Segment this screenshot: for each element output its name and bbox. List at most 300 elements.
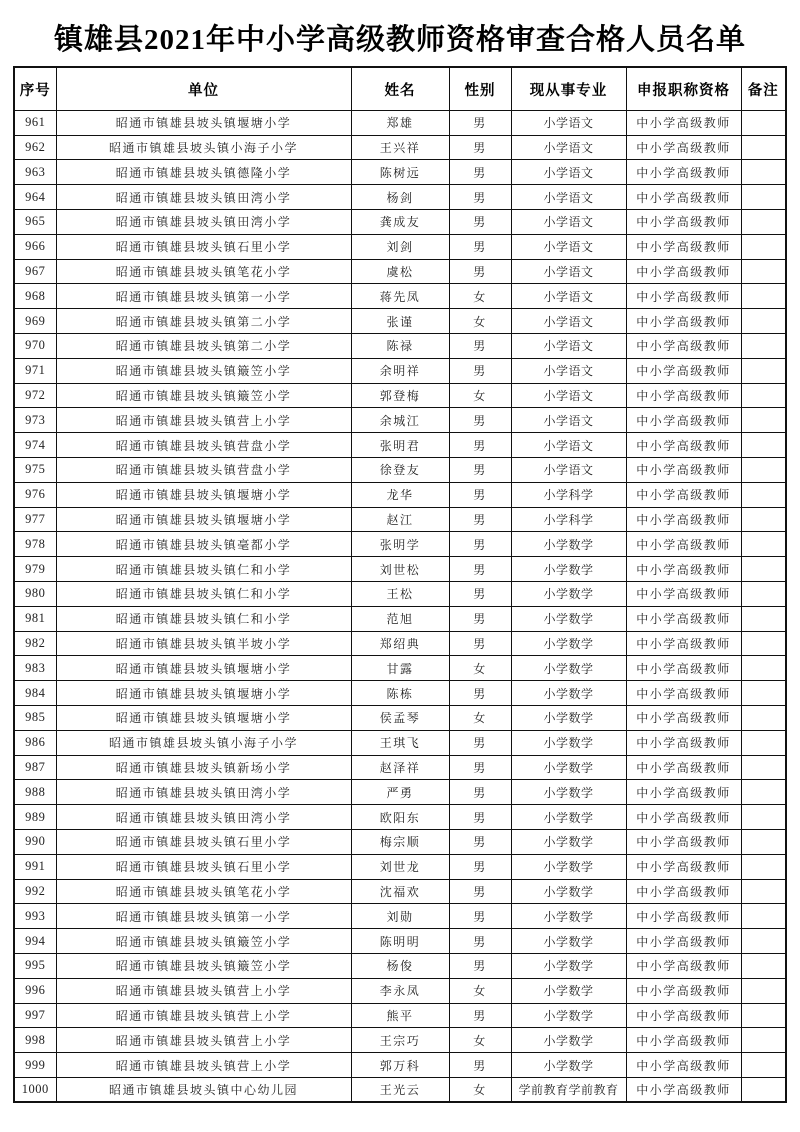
table-row <box>14 284 786 309</box>
cell-remarks <box>741 507 786 532</box>
cell-gender: 男 <box>449 1003 511 1028</box>
cell-seq: 999 <box>14 1053 56 1078</box>
table-row <box>14 1077 786 1102</box>
cell-seq: 982 <box>14 631 56 656</box>
cell-unit: 昭通市镇雄县坡头镇营盘小学 <box>56 433 351 458</box>
cell-title-qual: 中小学高级教师 <box>626 160 741 185</box>
cell-unit: 昭通市镇雄县坡头镇簸笠小学 <box>56 383 351 408</box>
cell-gender: 男 <box>449 259 511 284</box>
cell-title-qual: 中小学高级教师 <box>626 879 741 904</box>
table-row <box>14 507 786 532</box>
cell-unit: 昭通市镇雄县坡头镇笔花小学 <box>56 259 351 284</box>
cell-name: 王光云 <box>351 1077 449 1102</box>
table-row <box>14 1003 786 1028</box>
table-row <box>14 681 786 706</box>
cell-profession: 小学数学 <box>511 780 626 805</box>
cell-title-qual: 中小学高级教师 <box>626 730 741 755</box>
cell-gender: 男 <box>449 334 511 359</box>
cell-unit: 昭通市镇雄县坡头镇堰塘小学 <box>56 507 351 532</box>
table-row <box>14 730 786 755</box>
cell-remarks <box>741 1028 786 1053</box>
cell-name: 欧阳东 <box>351 805 449 830</box>
cell-remarks <box>741 433 786 458</box>
table-row <box>14 978 786 1003</box>
cell-name: 甘露 <box>351 656 449 681</box>
cell-profession: 小学语文 <box>511 458 626 483</box>
cell-profession: 小学语文 <box>511 408 626 433</box>
cell-gender: 男 <box>449 135 511 160</box>
cell-profession: 小学数学 <box>511 606 626 631</box>
cell-remarks <box>741 978 786 1003</box>
cell-seq: 980 <box>14 581 56 606</box>
cell-seq: 962 <box>14 135 56 160</box>
cell-seq: 964 <box>14 185 56 210</box>
cell-title-qual: 中小学高级教师 <box>626 854 741 879</box>
cell-name: 郑绍典 <box>351 631 449 656</box>
cell-seq: 967 <box>14 259 56 284</box>
cell-remarks <box>741 879 786 904</box>
cell-title-qual: 中小学高级教师 <box>626 805 741 830</box>
table-row <box>14 185 786 210</box>
cell-gender: 男 <box>449 829 511 854</box>
cell-seq: 976 <box>14 482 56 507</box>
cell-profession: 小学语文 <box>511 433 626 458</box>
cell-gender: 男 <box>449 631 511 656</box>
cell-unit: 昭通市镇雄县坡头镇半坡小学 <box>56 631 351 656</box>
cell-unit: 昭通市镇雄县坡头镇德隆小学 <box>56 160 351 185</box>
cell-remarks <box>741 334 786 359</box>
cell-title-qual: 中小学高级教师 <box>626 1003 741 1028</box>
cell-remarks <box>741 383 786 408</box>
cell-seq: 994 <box>14 929 56 954</box>
cell-remarks <box>741 606 786 631</box>
cell-seq: 1000 <box>14 1077 56 1102</box>
table-header <box>14 67 786 110</box>
table-row <box>14 135 786 160</box>
cell-remarks <box>741 210 786 235</box>
cell-unit: 昭通市镇雄县坡头镇田湾小学 <box>56 780 351 805</box>
cell-remarks <box>741 234 786 259</box>
cell-profession: 小学语文 <box>511 210 626 235</box>
cell-name: 赵泽祥 <box>351 755 449 780</box>
cell-seq: 997 <box>14 1003 56 1028</box>
cell-title-qual: 中小学高级教师 <box>626 904 741 929</box>
cell-name: 刘剑 <box>351 234 449 259</box>
cell-unit: 昭通市镇雄县坡头镇新场小学 <box>56 755 351 780</box>
cell-gender: 女 <box>449 1028 511 1053</box>
cell-gender: 男 <box>449 532 511 557</box>
cell-name: 龙华 <box>351 482 449 507</box>
cell-title-qual: 中小学高级教师 <box>626 383 741 408</box>
cell-profession: 小学语文 <box>511 135 626 160</box>
table-row <box>14 408 786 433</box>
cell-profession: 小学数学 <box>511 953 626 978</box>
cell-profession: 小学科学 <box>511 507 626 532</box>
cell-title-qual: 中小学高级教师 <box>626 507 741 532</box>
cell-unit: 昭通市镇雄县坡头镇第二小学 <box>56 334 351 359</box>
cell-gender: 女 <box>449 705 511 730</box>
cell-seq: 991 <box>14 854 56 879</box>
cell-name: 龚成友 <box>351 210 449 235</box>
table-row <box>14 1053 786 1078</box>
cell-name: 张明学 <box>351 532 449 557</box>
cell-remarks <box>741 780 786 805</box>
table-row <box>14 1028 786 1053</box>
cell-seq: 979 <box>14 557 56 582</box>
cell-gender: 男 <box>449 904 511 929</box>
cell-name: 陈明明 <box>351 929 449 954</box>
cell-seq: 998 <box>14 1028 56 1053</box>
cell-name: 严勇 <box>351 780 449 805</box>
cell-gender: 男 <box>449 185 511 210</box>
cell-profession: 小学语文 <box>511 358 626 383</box>
cell-title-qual: 中小学高级教师 <box>626 408 741 433</box>
cell-profession: 小学语文 <box>511 110 626 135</box>
cell-unit: 昭通市镇雄县坡头镇田湾小学 <box>56 185 351 210</box>
cell-name: 余城江 <box>351 408 449 433</box>
cell-profession: 小学数学 <box>511 879 626 904</box>
column-header-gender: 性别 <box>449 67 511 110</box>
table-body <box>14 110 786 1102</box>
cell-profession: 小学数学 <box>511 730 626 755</box>
cell-title-qual: 中小学高级教师 <box>626 135 741 160</box>
cell-profession: 小学数学 <box>511 978 626 1003</box>
cell-name: 陈禄 <box>351 334 449 359</box>
cell-name: 刘世龙 <box>351 854 449 879</box>
cell-gender: 男 <box>449 507 511 532</box>
cell-title-qual: 中小学高级教师 <box>626 953 741 978</box>
cell-title-qual: 中小学高级教师 <box>626 185 741 210</box>
cell-title-qual: 中小学高级教师 <box>626 557 741 582</box>
cell-title-qual: 中小学高级教师 <box>626 309 741 334</box>
cell-profession: 小学语文 <box>511 309 626 334</box>
cell-gender: 男 <box>449 160 511 185</box>
cell-seq: 968 <box>14 284 56 309</box>
cell-unit: 昭通市镇雄县坡头镇堰塘小学 <box>56 705 351 730</box>
table-row <box>14 705 786 730</box>
cell-gender: 男 <box>449 1053 511 1078</box>
cell-profession: 小学数学 <box>511 755 626 780</box>
cell-gender: 男 <box>449 358 511 383</box>
cell-profession: 小学语文 <box>511 383 626 408</box>
cell-name: 李永凤 <box>351 978 449 1003</box>
table-row <box>14 383 786 408</box>
cell-gender: 男 <box>449 581 511 606</box>
cell-remarks <box>741 284 786 309</box>
cell-profession: 小学语文 <box>511 185 626 210</box>
cell-remarks <box>741 829 786 854</box>
cell-remarks <box>741 904 786 929</box>
cell-name: 赵江 <box>351 507 449 532</box>
cell-profession: 小学数学 <box>511 805 626 830</box>
cell-name: 杨俊 <box>351 953 449 978</box>
cell-unit: 昭通市镇雄县坡头镇营上小学 <box>56 1028 351 1053</box>
cell-title-qual: 中小学高级教师 <box>626 1028 741 1053</box>
cell-name: 梅宗顺 <box>351 829 449 854</box>
cell-unit: 昭通市镇雄县坡头镇第二小学 <box>56 309 351 334</box>
cell-remarks <box>741 557 786 582</box>
cell-profession: 小学科学 <box>511 482 626 507</box>
cell-seq: 987 <box>14 755 56 780</box>
table-row <box>14 259 786 284</box>
cell-seq: 974 <box>14 433 56 458</box>
table-row <box>14 656 786 681</box>
cell-title-qual: 中小学高级教师 <box>626 259 741 284</box>
table-row <box>14 854 786 879</box>
cell-seq: 969 <box>14 309 56 334</box>
cell-remarks <box>741 110 786 135</box>
cell-seq: 983 <box>14 656 56 681</box>
table-row <box>14 557 786 582</box>
cell-seq: 990 <box>14 829 56 854</box>
cell-title-qual: 中小学高级教师 <box>626 929 741 954</box>
table-row <box>14 532 786 557</box>
table-row <box>14 433 786 458</box>
cell-gender: 女 <box>449 978 511 1003</box>
cell-name: 刘勋 <box>351 904 449 929</box>
table-row <box>14 929 786 954</box>
cell-gender: 男 <box>449 210 511 235</box>
cell-seq: 993 <box>14 904 56 929</box>
cell-seq: 971 <box>14 358 56 383</box>
cell-gender: 男 <box>449 755 511 780</box>
cell-unit: 昭通市镇雄县坡头镇营上小学 <box>56 408 351 433</box>
cell-seq: 985 <box>14 705 56 730</box>
cell-gender: 男 <box>449 681 511 706</box>
cell-gender: 男 <box>449 110 511 135</box>
cell-unit: 昭通市镇雄县坡头镇簸笠小学 <box>56 358 351 383</box>
cell-remarks <box>741 705 786 730</box>
cell-remarks <box>741 458 786 483</box>
cell-remarks <box>741 755 786 780</box>
table-row <box>14 334 786 359</box>
table-row <box>14 482 786 507</box>
table-row <box>14 309 786 334</box>
cell-seq: 972 <box>14 383 56 408</box>
cell-profession: 小学数学 <box>511 829 626 854</box>
cell-name: 郑雄 <box>351 110 449 135</box>
cell-remarks <box>741 358 786 383</box>
cell-unit: 昭通市镇雄县坡头镇第一小学 <box>56 284 351 309</box>
cell-profession: 小学语文 <box>511 234 626 259</box>
cell-title-qual: 中小学高级教师 <box>626 334 741 359</box>
cell-seq: 975 <box>14 458 56 483</box>
table-row <box>14 879 786 904</box>
cell-profession: 小学数学 <box>511 705 626 730</box>
cell-name: 王宗巧 <box>351 1028 449 1053</box>
cell-title-qual: 中小学高级教师 <box>626 234 741 259</box>
cell-remarks <box>741 185 786 210</box>
cell-gender: 女 <box>449 284 511 309</box>
cell-title-qual: 中小学高级教师 <box>626 755 741 780</box>
cell-gender: 男 <box>449 854 511 879</box>
cell-title-qual: 中小学高级教师 <box>626 110 741 135</box>
cell-remarks <box>741 730 786 755</box>
cell-remarks <box>741 854 786 879</box>
cell-name: 张明君 <box>351 433 449 458</box>
cell-name: 沈福欢 <box>351 879 449 904</box>
cell-name: 杨剑 <box>351 185 449 210</box>
table-row <box>14 606 786 631</box>
cell-remarks <box>741 160 786 185</box>
cell-gender: 男 <box>449 730 511 755</box>
cell-gender: 男 <box>449 557 511 582</box>
cell-name: 刘世松 <box>351 557 449 582</box>
cell-title-qual: 中小学高级教师 <box>626 780 741 805</box>
cell-profession: 小学语文 <box>511 160 626 185</box>
cell-remarks <box>741 656 786 681</box>
cell-gender: 男 <box>449 879 511 904</box>
cell-seq: 996 <box>14 978 56 1003</box>
cell-remarks <box>741 1077 786 1102</box>
table-row <box>14 358 786 383</box>
cell-seq: 981 <box>14 606 56 631</box>
cell-seq: 961 <box>14 110 56 135</box>
cell-remarks <box>741 581 786 606</box>
cell-unit: 昭通市镇雄县坡头镇田湾小学 <box>56 805 351 830</box>
qualified-personnel-table <box>13 66 787 1103</box>
cell-gender: 女 <box>449 656 511 681</box>
cell-unit: 昭通市镇雄县坡头镇小海子小学 <box>56 135 351 160</box>
table-row <box>14 904 786 929</box>
cell-gender: 男 <box>449 234 511 259</box>
cell-profession: 小学数学 <box>511 581 626 606</box>
cell-name: 郭万科 <box>351 1053 449 1078</box>
table-row <box>14 581 786 606</box>
cell-remarks <box>741 1003 786 1028</box>
cell-name: 陈树远 <box>351 160 449 185</box>
cell-remarks <box>741 135 786 160</box>
cell-unit: 昭通市镇雄县坡头镇堰塘小学 <box>56 681 351 706</box>
cell-unit: 昭通市镇雄县坡头镇营上小学 <box>56 978 351 1003</box>
column-header-remarks: 备注 <box>741 67 786 110</box>
table-row <box>14 953 786 978</box>
cell-unit: 昭通市镇雄县坡头镇第一小学 <box>56 904 351 929</box>
cell-unit: 昭通市镇雄县坡头镇营上小学 <box>56 1053 351 1078</box>
cell-remarks <box>741 953 786 978</box>
column-header-profession: 现从事专业 <box>511 67 626 110</box>
cell-seq: 973 <box>14 408 56 433</box>
cell-title-qual: 中小学高级教师 <box>626 656 741 681</box>
cell-profession: 小学数学 <box>511 1003 626 1028</box>
cell-seq: 992 <box>14 879 56 904</box>
cell-seq: 986 <box>14 730 56 755</box>
cell-name: 陈栋 <box>351 681 449 706</box>
cell-profession: 小学数学 <box>511 656 626 681</box>
cell-name: 郭登梅 <box>351 383 449 408</box>
cell-gender: 男 <box>449 953 511 978</box>
table-row <box>14 829 786 854</box>
cell-title-qual: 中小学高级教师 <box>626 581 741 606</box>
cell-profession: 学前教育学前教育 <box>511 1077 626 1102</box>
cell-name: 范旭 <box>351 606 449 631</box>
cell-unit: 昭通市镇雄县坡头镇毫都小学 <box>56 532 351 557</box>
table-row <box>14 755 786 780</box>
cell-title-qual: 中小学高级教师 <box>626 358 741 383</box>
cell-profession: 小学语文 <box>511 334 626 359</box>
cell-unit: 昭通市镇雄县坡头镇仁和小学 <box>56 581 351 606</box>
cell-gender: 女 <box>449 1077 511 1102</box>
cell-remarks <box>741 631 786 656</box>
cell-title-qual: 中小学高级教师 <box>626 458 741 483</box>
cell-name: 王兴祥 <box>351 135 449 160</box>
cell-unit: 昭通市镇雄县坡头镇仁和小学 <box>56 606 351 631</box>
column-header-name: 姓名 <box>351 67 449 110</box>
cell-name: 虞松 <box>351 259 449 284</box>
cell-unit: 昭通市镇雄县坡头镇堰塘小学 <box>56 656 351 681</box>
cell-unit: 昭通市镇雄县坡头镇营盘小学 <box>56 458 351 483</box>
cell-remarks <box>741 805 786 830</box>
page-title: 镇雄县2021年中小学高级教师资格审查合格人员名单 <box>53 24 746 56</box>
cell-seq: 984 <box>14 681 56 706</box>
table-row <box>14 160 786 185</box>
table-row <box>14 631 786 656</box>
cell-unit: 昭通市镇雄县坡头镇田湾小学 <box>56 210 351 235</box>
cell-gender: 男 <box>449 433 511 458</box>
cell-profession: 小学数学 <box>511 1053 626 1078</box>
cell-unit: 昭通市镇雄县坡头镇石里小学 <box>56 829 351 854</box>
cell-gender: 男 <box>449 458 511 483</box>
cell-remarks <box>741 532 786 557</box>
cell-name: 王琪飞 <box>351 730 449 755</box>
cell-seq: 978 <box>14 532 56 557</box>
table-row <box>14 780 786 805</box>
cell-seq: 963 <box>14 160 56 185</box>
cell-profession: 小学语文 <box>511 284 626 309</box>
cell-seq: 970 <box>14 334 56 359</box>
cell-name: 侯孟琴 <box>351 705 449 730</box>
cell-name: 王松 <box>351 581 449 606</box>
table-row <box>14 805 786 830</box>
cell-gender: 女 <box>449 383 511 408</box>
cell-name: 徐登友 <box>351 458 449 483</box>
cell-name: 熊平 <box>351 1003 449 1028</box>
cell-gender: 男 <box>449 929 511 954</box>
cell-title-qual: 中小学高级教师 <box>626 433 741 458</box>
cell-title-qual: 中小学高级教师 <box>626 631 741 656</box>
cell-name: 张谨 <box>351 309 449 334</box>
cell-remarks <box>741 408 786 433</box>
cell-profession: 小学数学 <box>511 929 626 954</box>
cell-title-qual: 中小学高级教师 <box>626 482 741 507</box>
cell-unit: 昭通市镇雄县坡头镇笔花小学 <box>56 879 351 904</box>
cell-unit: 昭通市镇雄县坡头镇堰塘小学 <box>56 482 351 507</box>
cell-seq: 966 <box>14 234 56 259</box>
table-row <box>14 234 786 259</box>
header-row <box>14 67 786 110</box>
cell-remarks <box>741 1053 786 1078</box>
cell-remarks <box>741 309 786 334</box>
cell-unit: 昭通市镇雄县坡头镇簸笠小学 <box>56 953 351 978</box>
cell-profession: 小学数学 <box>511 854 626 879</box>
cell-unit: 昭通市镇雄县坡头镇簸笠小学 <box>56 929 351 954</box>
cell-profession: 小学数学 <box>511 631 626 656</box>
cell-profession: 小学数学 <box>511 904 626 929</box>
cell-title-qual: 中小学高级教师 <box>626 1077 741 1102</box>
cell-remarks <box>741 259 786 284</box>
cell-seq: 965 <box>14 210 56 235</box>
cell-title-qual: 中小学高级教师 <box>626 210 741 235</box>
cell-title-qual: 中小学高级教师 <box>626 606 741 631</box>
cell-unit: 昭通市镇雄县坡头镇石里小学 <box>56 854 351 879</box>
cell-title-qual: 中小学高级教师 <box>626 978 741 1003</box>
table-row <box>14 458 786 483</box>
cell-seq: 995 <box>14 953 56 978</box>
cell-gender: 女 <box>449 309 511 334</box>
table-row <box>14 110 786 135</box>
cell-name: 蒋先凤 <box>351 284 449 309</box>
cell-unit: 昭通市镇雄县坡头镇石里小学 <box>56 234 351 259</box>
